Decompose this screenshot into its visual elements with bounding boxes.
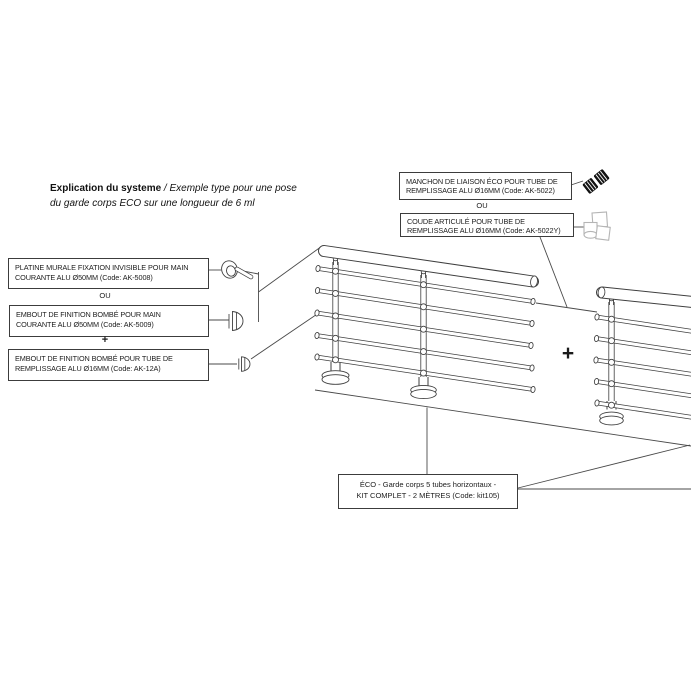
part-box-platine-murale [8, 258, 209, 289]
embout-bombe-tube-icon [239, 357, 250, 372]
part-box-manchon-liaison [399, 172, 572, 200]
title-lead: Explication du systeme [50, 183, 162, 194]
kit-label-line: KIT COMPLET - 2 MÈTRES (Code: kit105) [356, 490, 500, 500]
or-separator-right: OU [476, 201, 488, 210]
embout-bombe-main-courante-icon [229, 312, 243, 331]
manchon-liaison-icon [583, 169, 610, 194]
part-box-embout-main-courante [9, 305, 209, 337]
part-label-line: PLATINE MURALE FIXATION INVISIBLE POUR MAIN [15, 263, 189, 272]
deck-edge-line [315, 390, 691, 446]
part-label-line: REMPLISSAGE ALU Ø16MM (Code: AK-5022Y) [407, 226, 561, 236]
handrail-section-1 [324, 251, 538, 288]
part-label-line: COURANTE ALU Ø50MM (Code: AK-5008) [15, 272, 153, 282]
part-label-line: COURANTE ALU Ø50MM (Code: AK-5009) [16, 319, 154, 329]
page-title [50, 181, 330, 211]
title-lead-suffix: / Exemple type pour une pose [161, 183, 297, 194]
coude-articule-icon [584, 212, 610, 240]
part-label-line: EMBOUT DE FINITION BOMBÉ POUR MAIN [16, 310, 161, 319]
part-label-line: COUDE ARTICULÉ POUR TUBE DE [407, 216, 525, 226]
part-box-embout-tube [8, 349, 209, 381]
part-label-line: REMPLISSAGE ALU Ø16MM (Code: AK-5022) [406, 186, 555, 196]
part-box-coude-articule [400, 213, 574, 237]
title-line-2: du garde corps ECO sur une longueur de 6 ml [50, 198, 255, 209]
title-line-1 [50, 181, 330, 196]
platine-murale-icon [219, 259, 251, 281]
post-1 [322, 262, 349, 384]
kit-box [338, 474, 518, 509]
plus-section-join: + [561, 342, 575, 365]
kit-label-line: ÉCO - Garde corps 5 tubes horizontaux - [359, 480, 497, 489]
or-separator-left: OU [99, 291, 111, 300]
plus-separator-left: + [101, 334, 109, 346]
post-2 [411, 275, 437, 399]
part-label-line: MANCHON DE LIAISON ÉCO POUR TUBE DE [406, 176, 558, 186]
part-label-line: EMBOUT DE FINITION BOMBÉ POUR TUBE DE [15, 354, 173, 363]
part-label-line: REMPLISSAGE ALU Ø16MM (Code: AK-12A) [15, 363, 161, 373]
